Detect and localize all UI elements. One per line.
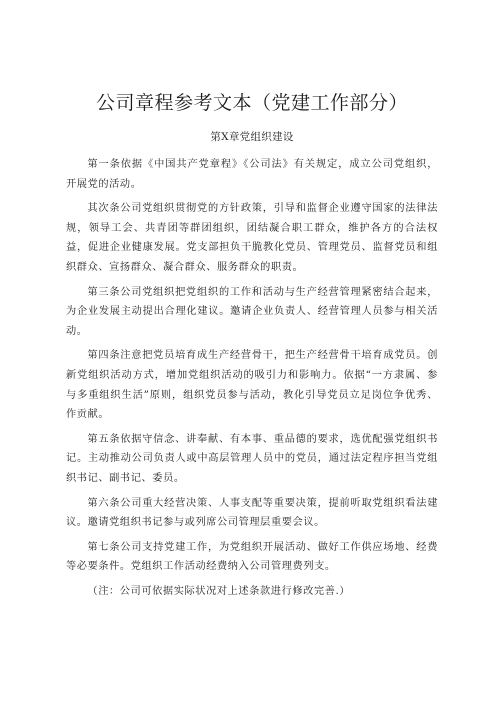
article-3: 第三条公司党组织把党组织的工作和活动与生产经营管理紧密结合起来，为企业发展主动提出合理化建议。邀请企业负责人、经营管理人员参与相关活动。 (66, 286, 438, 337)
revision-note: （注：公司可依据实际状况对上述条款进行修改完善.） (87, 585, 351, 597)
article-5: 第五条依据守信念、讲奉献、有本事、重品德的要求，选优配强党组织书记。主动推动公司负责人或中高层管理人员中的党员，通过法定程序担当党组织书记、副书记、委员。 (66, 433, 438, 484)
document-title: 公司章程参考文本（党建工作部分） (95, 92, 408, 114)
chapter-heading: 第X章党组织建设 (210, 131, 294, 143)
article-4: 第四条注意把党员培育成生产经营骨干，把生产经营骨干培育成党员。创新党组织活动方式，增加党组织活动的吸引力和影响力。依据“一方隶属、参与多重组织生活”原则，组织党员参与活动，教化引导党员立足岗位争优秀、作贡献。 (66, 350, 438, 421)
article-2: 其次条公司党组织贯彻党的方针政策，引导和监督企业遵守国家的法律法规，领导工会、共青团等群团组织，团结凝合职工群众，维护各方的合法权益，促进企业健康发展。党支部担负干脆教化党员、管理党员、监督党员和组织群众、宣扬群众、凝合群众、服务群众的职责。 (66, 203, 438, 273)
article-1: 第一条依据《中国共产党章程》《公司法》有关规定，成立公司党组织，开展党的活动。 (66, 159, 438, 190)
article-7: 第七条公司支持党建工作，为党组织开展活动、做好工作供应场地、经费等必要条件。党组织工作活动经费纳入公司管理费列支。 (66, 541, 438, 573)
article-6: 第六条公司重大经营决策、人事支配等重要决策，提前听取党组织看法建议。邀请党组织书记参与或列席公司管理层重要会议。 (66, 497, 438, 529)
